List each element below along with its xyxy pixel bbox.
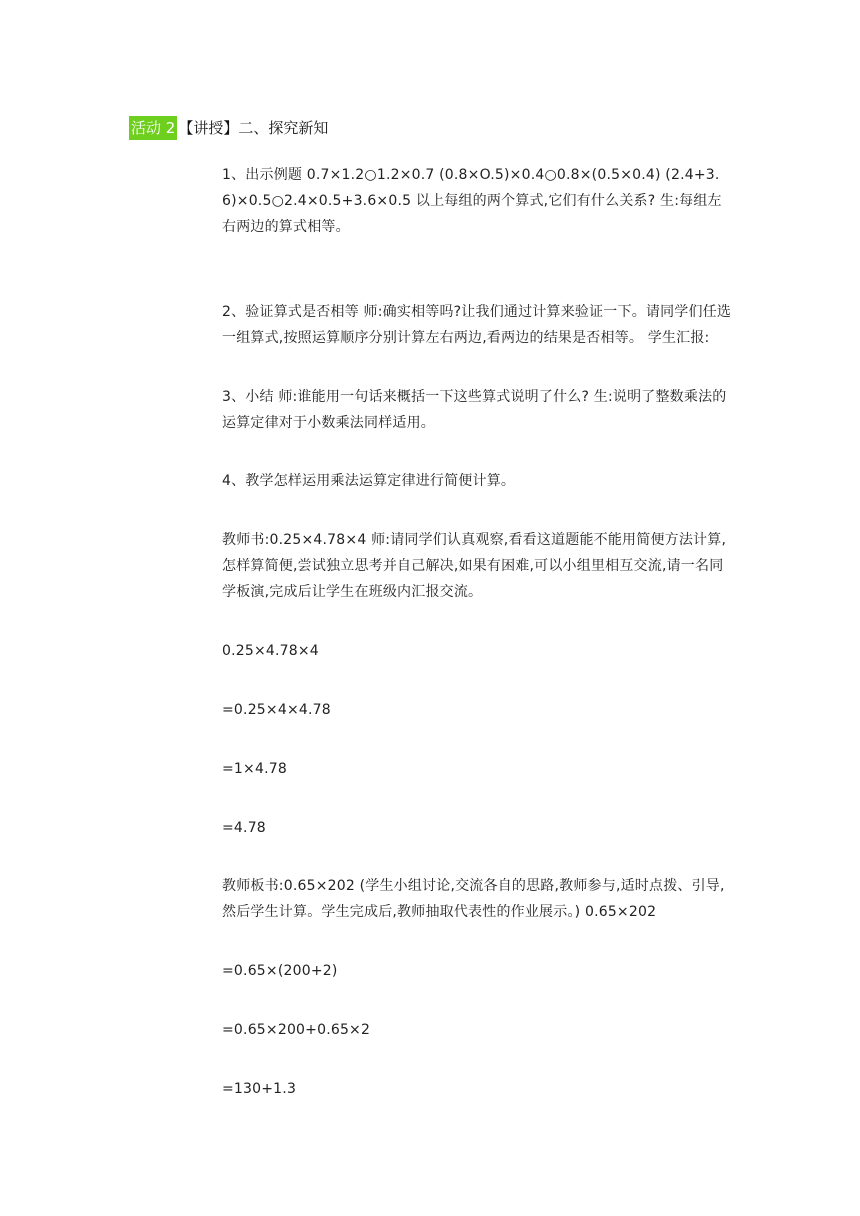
activity-tag: 活动 2 xyxy=(129,116,177,140)
calc-line: 0.25×4.78×4 xyxy=(222,643,319,659)
paragraph-board-1: 教师书:0.25×4.78×4 师:请同学们认真观察,看看这道题能不能用简便方法计算,怎样算简便,尝试独立思考并自己解决,如果有困难,可以小组里相互交流,请一名同学板演,完成后让学生在班级内汇报交流。 xyxy=(222,532,727,600)
calc-line: =0.65×200+0.65×2 xyxy=(222,1022,371,1038)
paragraph-summary: 3、小结 师:谁能用一句话来概括一下这些算式说明了什么? 生:说明了整数乘法的运算定律对于小数乘法同样适用。 xyxy=(222,389,727,431)
calc-line: =130+1.3 xyxy=(222,1081,297,1097)
calc-line: =4.78 xyxy=(222,820,266,836)
paragraph-teaching: 4、教学怎样运用乘法运算定律进行简便计算。 xyxy=(222,473,516,489)
calc-line: =1×4.78 xyxy=(222,761,287,777)
calc-line: =0.25×4×4.78 xyxy=(222,702,331,718)
section-title: 【讲授】二、探究新知 xyxy=(178,119,329,137)
paragraph-verify: 2、验证算式是否相等 师:确实相等吗?让我们通过计算来验证一下。请同学们任选一组算式,按照运算顺序分别计算左右两边,看两边的结果是否相等。 学生汇报: xyxy=(222,304,732,346)
paragraph-example: 1、出示例题 0.7×1.2○1.2×0.7 (0.8×O.5)×0.4○0.8×(0.5×0.4) (2.4+3.6)×0.5○2.4×0.5+3.6×0.5 以上每组的两个算式,它们有什么关系? 生:每组左右两边的算式相等。 xyxy=(222,167,722,235)
paragraph-board-2: 教师板书:0.65×202 (学生小组讨论,交流各自的思路,教师参与,适时点拨、引导,然后学生计算。学生完成后,教师抽取代表性的作业展示。) 0.65×202 xyxy=(222,878,725,920)
calc-line: =0.65×(200+2) xyxy=(222,963,338,979)
activity-heading xyxy=(129,116,328,140)
